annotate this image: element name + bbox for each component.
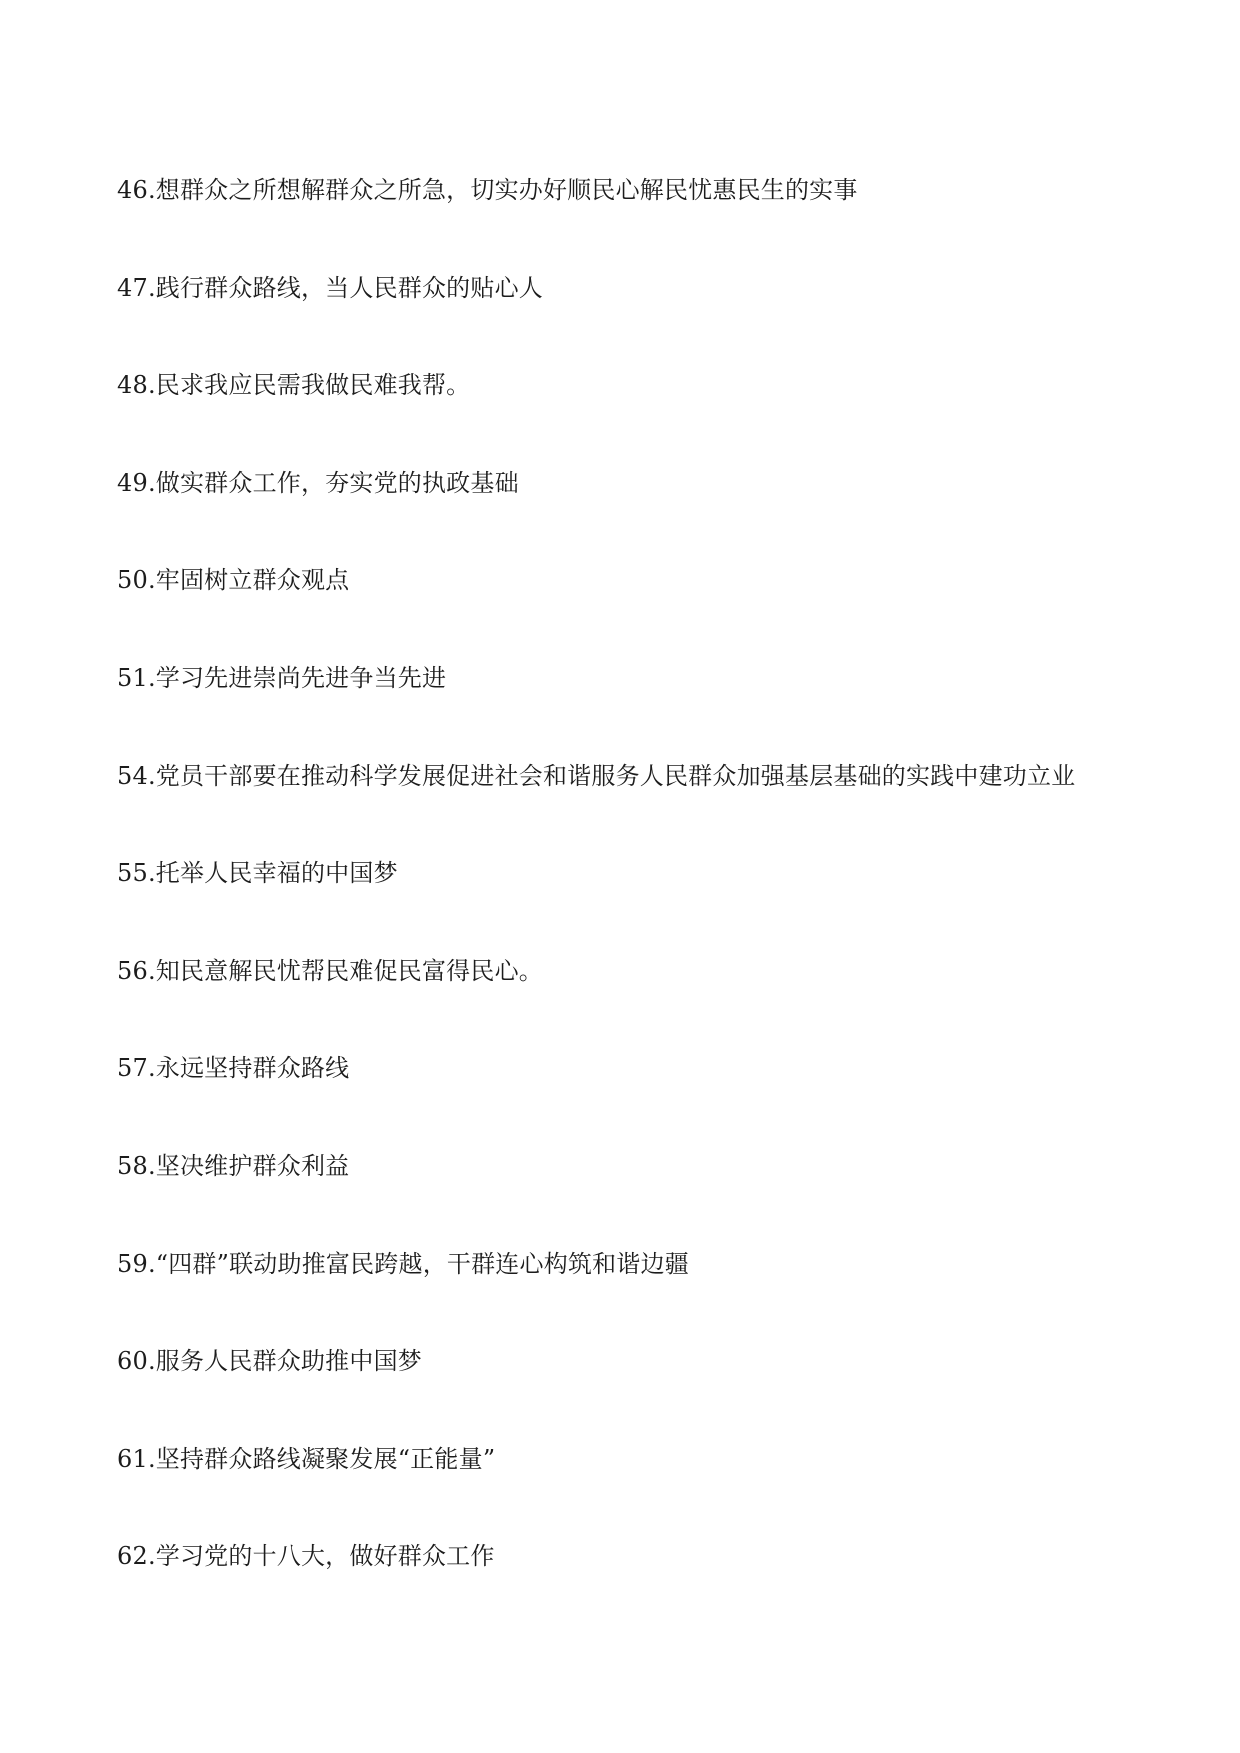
- list-item: 54.党员干部要在推动科学发展促进社会和谐服务人民群众加强基层基础的实践中建功立业: [117, 761, 1076, 790]
- list-item: 55.托举人民幸福的中国梦: [117, 859, 398, 888]
- list-item: 60.服务人民群众助推中国梦: [117, 1347, 422, 1376]
- list-item: 48.民求我应民需我做民难我帮。: [117, 371, 471, 400]
- list-item: 51.学习先进崇尚先进争当先进: [117, 663, 447, 692]
- list-item: 59.“四群”联动助推富民跨越，干群连心构筑和谐边疆: [117, 1249, 689, 1278]
- list-item: 56.知民意解民忧帮民难促民富得民心。: [117, 956, 543, 985]
- list-item: 61.坚持群众路线凝聚发展“正能量”: [117, 1444, 496, 1473]
- list-item: 58.坚决维护群众利益: [117, 1151, 350, 1180]
- list-item: 47.践行群众路线，当人民群众的贴心人: [117, 273, 543, 302]
- list-item: 46.想群众之所想解群众之所急，切实办好顺民心解民忧惠民生的实事: [117, 176, 858, 204]
- slogan-list: [117, 166, 1127, 1630]
- list-item: 50.牢固树立群众观点: [117, 566, 350, 595]
- list-item: 49.做实群众工作，夯实党的执政基础: [117, 468, 519, 497]
- list-item: 62.学习党的十八大，做好群众工作: [117, 1542, 495, 1571]
- list-item: 57.永远坚持群众路线: [117, 1054, 350, 1083]
